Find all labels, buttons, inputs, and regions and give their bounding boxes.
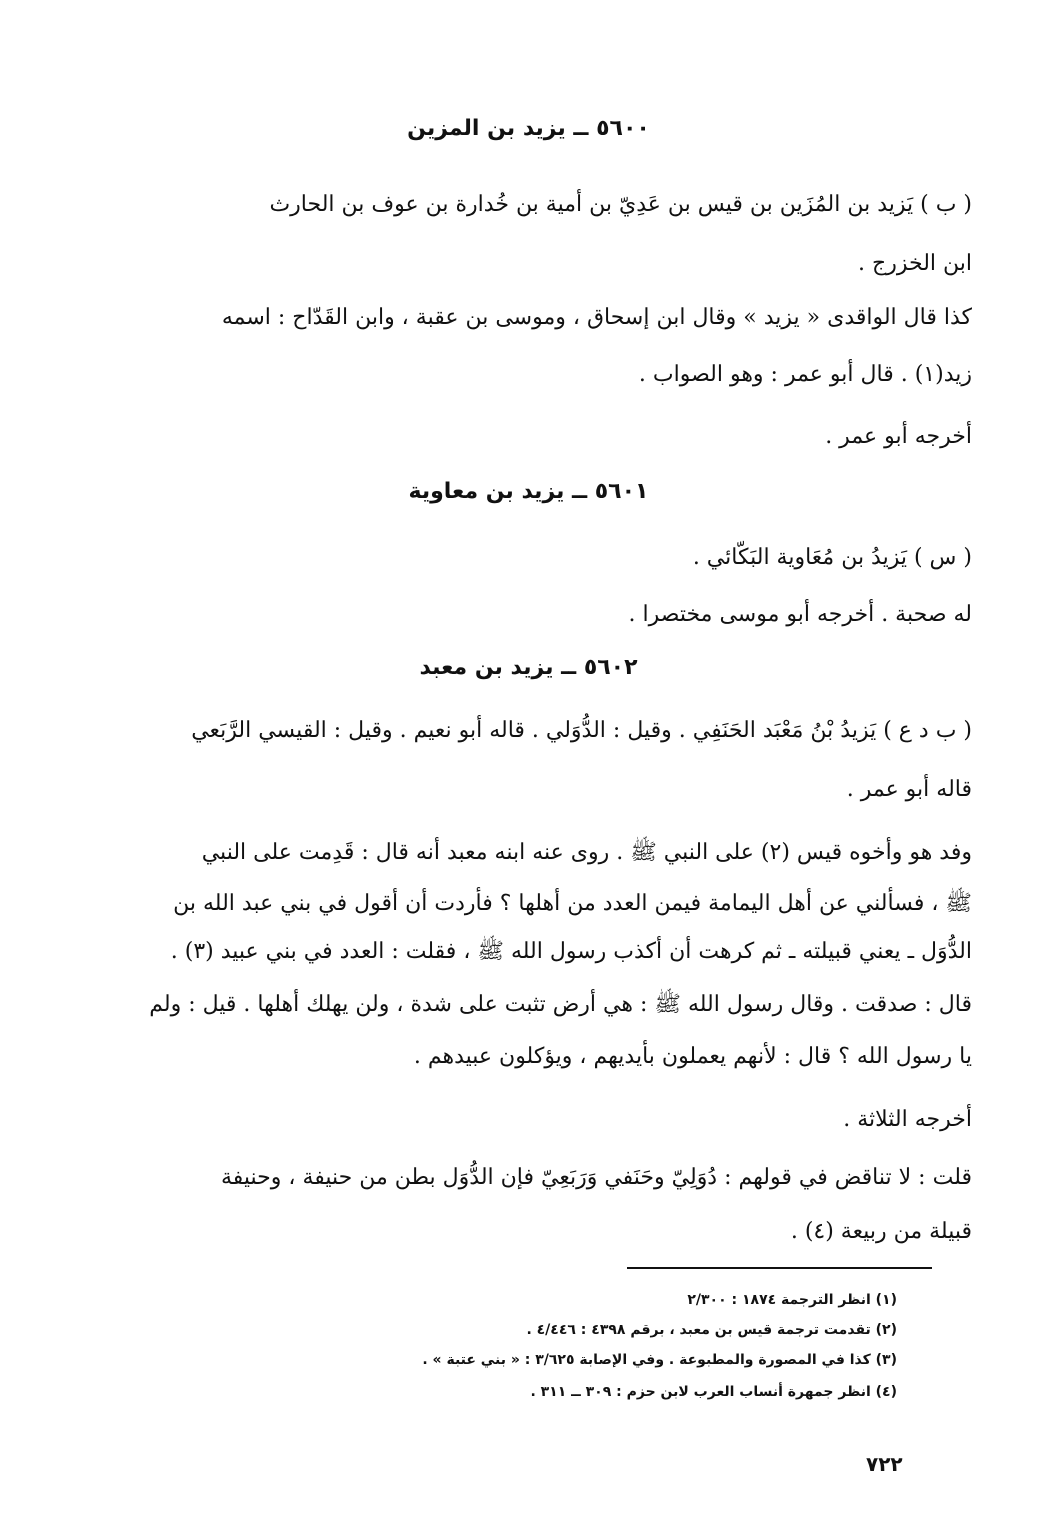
- text-line: ﷺ ، فسألني عن أهل اليمامة فيمن العدد من أهلها ؟ فأردت أن أقول في بني عبد الله بن: [173, 891, 972, 916]
- text-line: أخرجه الثلاثة .: [843, 1107, 972, 1132]
- text-line: وفد هو وأخوه قيس (٢) على النبي ﷺ . روى عنه ابنه معبد أنه قال : قَدِمت على النبي: [201, 840, 972, 865]
- entry-heading: ٥٦٠١ ــ يزيد بن معاوية: [408, 479, 649, 504]
- text-line: الدُّوَل ـ يعني قبيلته ـ ثم كرهت أن أكذب رسول الله ﷺ ، فقلت : العدد في بني عبيد (٣) .: [170, 939, 972, 964]
- text-line: كذا قال الواقدى « يزيد » وقال ابن إسحاق ، وموسى بن عقبة ، وابن القَدّاح : اسمه: [221, 305, 972, 330]
- text-line: ( ب د ع ) يَزيدُ بْنُ مَعْبَد الحَنَفِي . وقيل : الدُّوَلي . قاله أبو نعيم . وقيل : القيسي الرَّبَعي: [191, 718, 972, 743]
- text-line: ابن الخزرج .: [858, 251, 972, 276]
- entry-heading: ٥٦٠٢ ــ يزيد بن معبد: [419, 655, 638, 680]
- text-line: قبيلة من ربيعة (٤) .: [790, 1219, 972, 1244]
- footnote: (٢) تقدمت ترجمة قيس بن معبد ، برقم ٤٣٩٨ : ٤/٤٤٦ .: [526, 1322, 897, 1338]
- text-line: قلت : لا تناقض في قولهم : دُوَلِيّ وحَنَفي وَرَبَعِيّ فإن الدُّوَل بطن من حنيفة ، وحنيفة: [220, 1165, 972, 1190]
- footnote: (٤) انظر جمهرة أنساب العرب لابن حزم : ٣٠٩ ــ ٣١١ .: [530, 1384, 897, 1400]
- text-line: قال : صدقت . وقال رسول الله ﷺ : هي أرض تثبت على شدة ، ولن يهلك أهلها . قيل : ولم: [149, 992, 972, 1017]
- footnote: (٣) كذا في المصورة والمطبوعة . وفي الإصابة ٣/٦٢٥ : « بني عتبة » .: [422, 1352, 897, 1368]
- text-line: زيد(١) . قال أبو عمر : وهو الصواب .: [638, 362, 972, 387]
- text-line: قاله أبو عمر .: [846, 777, 972, 802]
- page-number: ٧٢٢: [866, 1452, 903, 1476]
- footnote: (١) انظر الترجمة ١٨٧٤ : ٢/٣٠٠: [687, 1292, 897, 1308]
- text-line: يا رسول الله ؟ قال : لأنهم يعملون بأيديهم ، ويؤكلون عبيدهم .: [413, 1044, 972, 1069]
- entry-heading: ٥٦٠٠ ــ يزيد بن المزين: [407, 116, 650, 141]
- text-line: له صحبة . أخرجه أبو موسى مختصرا .: [628, 602, 972, 627]
- text-line: ( ب ) يَزيد بن المُزَين بن قيس بن عَدِيّ بن أمية بن خُدارة بن عوف بن الحارث: [269, 192, 972, 217]
- footnote-divider: [627, 1267, 932, 1269]
- text-line: ( س ) يَزيدُ بن مُعَاوية البَكّائي .: [692, 545, 972, 570]
- text-line: أخرجه أبو عمر .: [825, 424, 972, 449]
